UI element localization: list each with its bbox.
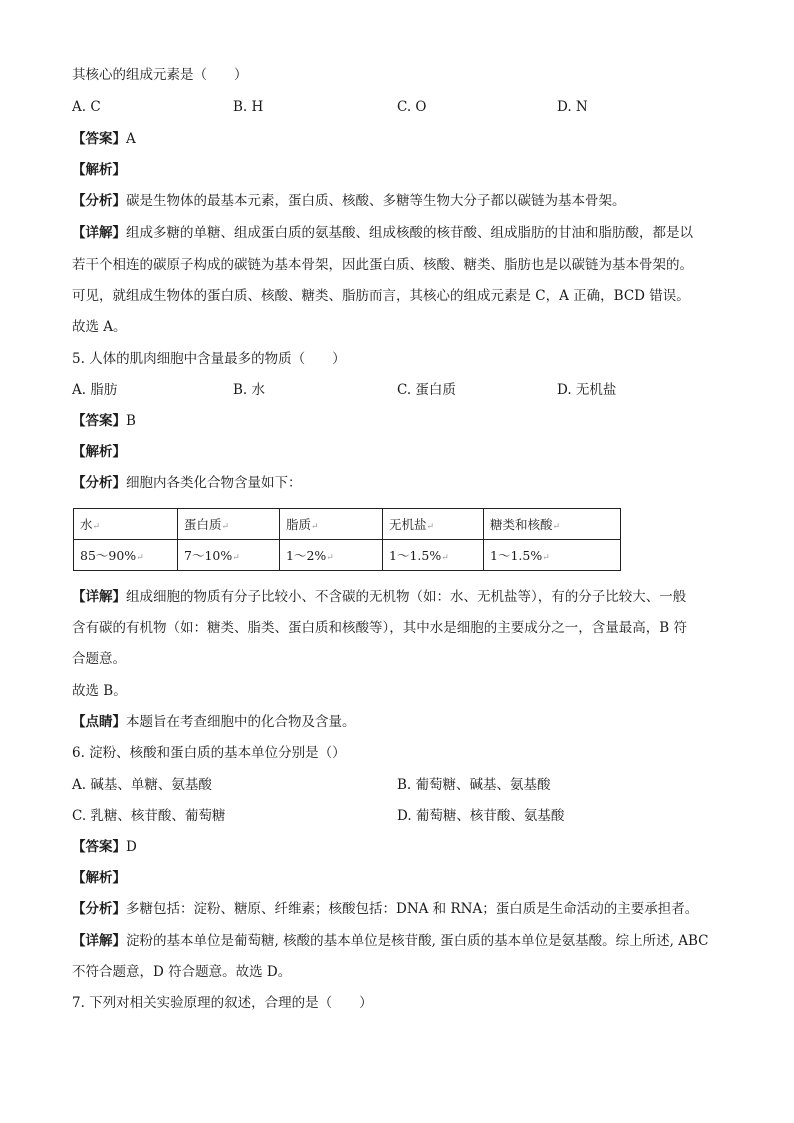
table-header-cell: 无机盐↵ (383, 509, 484, 540)
table-cell: 1～2%↵ (280, 540, 383, 571)
dianjing-tag: 【点睛】 (72, 714, 126, 730)
xiangjie-tag: 【详解】 (72, 225, 126, 241)
q4-analysis-heading: 【解析】 (72, 162, 126, 178)
q4-xiangjie-line3: 可见，就组成生物体的蛋白质、核酸、糖类、脂肪而言，其核心的组成元素是 C，A 正确，BCD 错误。 (72, 288, 690, 304)
q6-xiangjie-line2: 不符合题意，D 符合题意。故选 D。 (72, 964, 292, 980)
q5-option-c: C. 蛋白质 (397, 382, 456, 398)
q5-xiangjie-line1 (72, 588, 686, 606)
fenxi-text: 多糖包括：淀粉、糖原、纤维素；核酸包括：DNA 和 RNA；蛋白质是生命活动的主要承担者。 (126, 901, 699, 917)
q6-analysis-heading: 【解析】 (72, 870, 126, 886)
answer-value: A (126, 131, 136, 147)
q4-stem: 其核心的组成元素是（ ） (72, 67, 248, 83)
answer-tag: 【答案】 (72, 131, 126, 147)
q6-answer (72, 838, 137, 856)
table-header-row (74, 509, 621, 540)
xiangjie-text: 淀粉的基本单位是葡萄糖, 核酸的基本单位是核苷酸, 蛋白质的基本单位是氨基酸。综上所述, ABC (126, 933, 709, 949)
q5-option-d: D. 无机盐 (557, 382, 617, 398)
q5-xiangjie-line3: 合题意。 (72, 651, 126, 667)
q5-fenxi (72, 474, 302, 492)
answer-tag: 【答案】 (72, 839, 126, 855)
q6-option-c: C. 乳糖、核苷酸、葡萄糖 (72, 808, 226, 824)
q5-answer (72, 412, 136, 430)
q4-option-c: C. O (397, 99, 427, 115)
q6-option-d: D. 葡萄糖、核苷酸、氨基酸 (397, 808, 565, 824)
table-cell: 1～1.5%↵ (383, 540, 484, 571)
fenxi-text: 细胞内各类化合物含量如下： (126, 475, 302, 491)
xiangjie-text: 组成细胞的物质有分子比较小、不含碳的无机物（如：水、无机盐等），有的分子比较大、一般 (126, 589, 687, 605)
q6-option-b: B. 葡萄糖、碱基、氨基酸 (397, 777, 551, 793)
xiangjie-tag: 【详解】 (72, 589, 126, 605)
q4-answer (72, 130, 136, 148)
answer-value: B (126, 413, 136, 429)
q4-fenxi (72, 192, 626, 210)
q5-analysis-heading: 【解析】 (72, 444, 126, 460)
q5-dianjing (72, 713, 356, 731)
fenxi-tag: 【分析】 (72, 475, 126, 491)
q6-stem: 6. 淀粉、核酸和蛋白质的基本单位分别是（） (72, 745, 346, 761)
dianjing-text: 本题旨在考查细胞中的化合物及含量。 (126, 714, 356, 730)
q4-xiangjie-line1 (72, 224, 693, 242)
table-row (74, 540, 621, 571)
table-cell: 7～10%↵ (178, 540, 280, 571)
table-header-cell: 水↵ (74, 509, 178, 540)
fenxi-tag: 【分析】 (72, 901, 126, 917)
q5-option-b: B. 水 (233, 382, 266, 398)
q6-fenxi (72, 900, 698, 918)
q6-xiangjie-line1 (72, 932, 709, 950)
table-cell: 85～90%↵ (74, 540, 178, 571)
q5-xiangjie-line2: 含有碳的有机物（如：糖类、脂类、蛋白质和核酸等），其中水是细胞的主要成分之一，含量最高，B 符 (72, 620, 687, 636)
q4-option-b: B. H (233, 99, 264, 115)
q7-stem: 7. 下列对相关实验原理的叙述，合理的是（ ） (72, 995, 373, 1011)
fenxi-text: 碳是生物体的最基本元素，蛋白质、核酸、多糖等生物大分子都以碳链为基本骨架。 (126, 193, 626, 209)
table-cell: 1～1.5%↵ (484, 540, 621, 571)
q5-option-a: A. 脂肪 (72, 382, 118, 398)
compound-content-table (73, 508, 621, 571)
q4-option-a: A. C (72, 99, 101, 115)
fenxi-tag: 【分析】 (72, 193, 126, 209)
q5-stem: 5. 人体的肌肉细胞中含量最多的物质（ ） (72, 351, 346, 367)
answer-tag: 【答案】 (72, 413, 126, 429)
xiangjie-text: 组成多糖的单糖、组成蛋白质的氨基酸、组成核酸的核苷酸、组成脂肪的甘油和脂肪酸，都是以 (126, 225, 693, 241)
q6-option-a: A. 碱基、单糖、氨基酸 (72, 777, 212, 793)
answer-value: D (126, 839, 137, 855)
q4-xiangjie-line2: 若干个相连的碳原子构成的碳链为基本骨架，因此蛋白质、核酸、糖类、脂肪也是以碳链为基本骨架的。 (72, 257, 693, 273)
q4-conclusion: 故选 A。 (72, 319, 127, 335)
q5-conclusion: 故选 B。 (72, 683, 127, 699)
table-header-cell: 糖类和核酸↵ (484, 509, 621, 540)
xiangjie-tag: 【详解】 (72, 933, 126, 949)
q4-option-d: D. N (557, 99, 588, 115)
table-header-cell: 脂质↵ (280, 509, 383, 540)
table-header-cell: 蛋白质↵ (178, 509, 280, 540)
